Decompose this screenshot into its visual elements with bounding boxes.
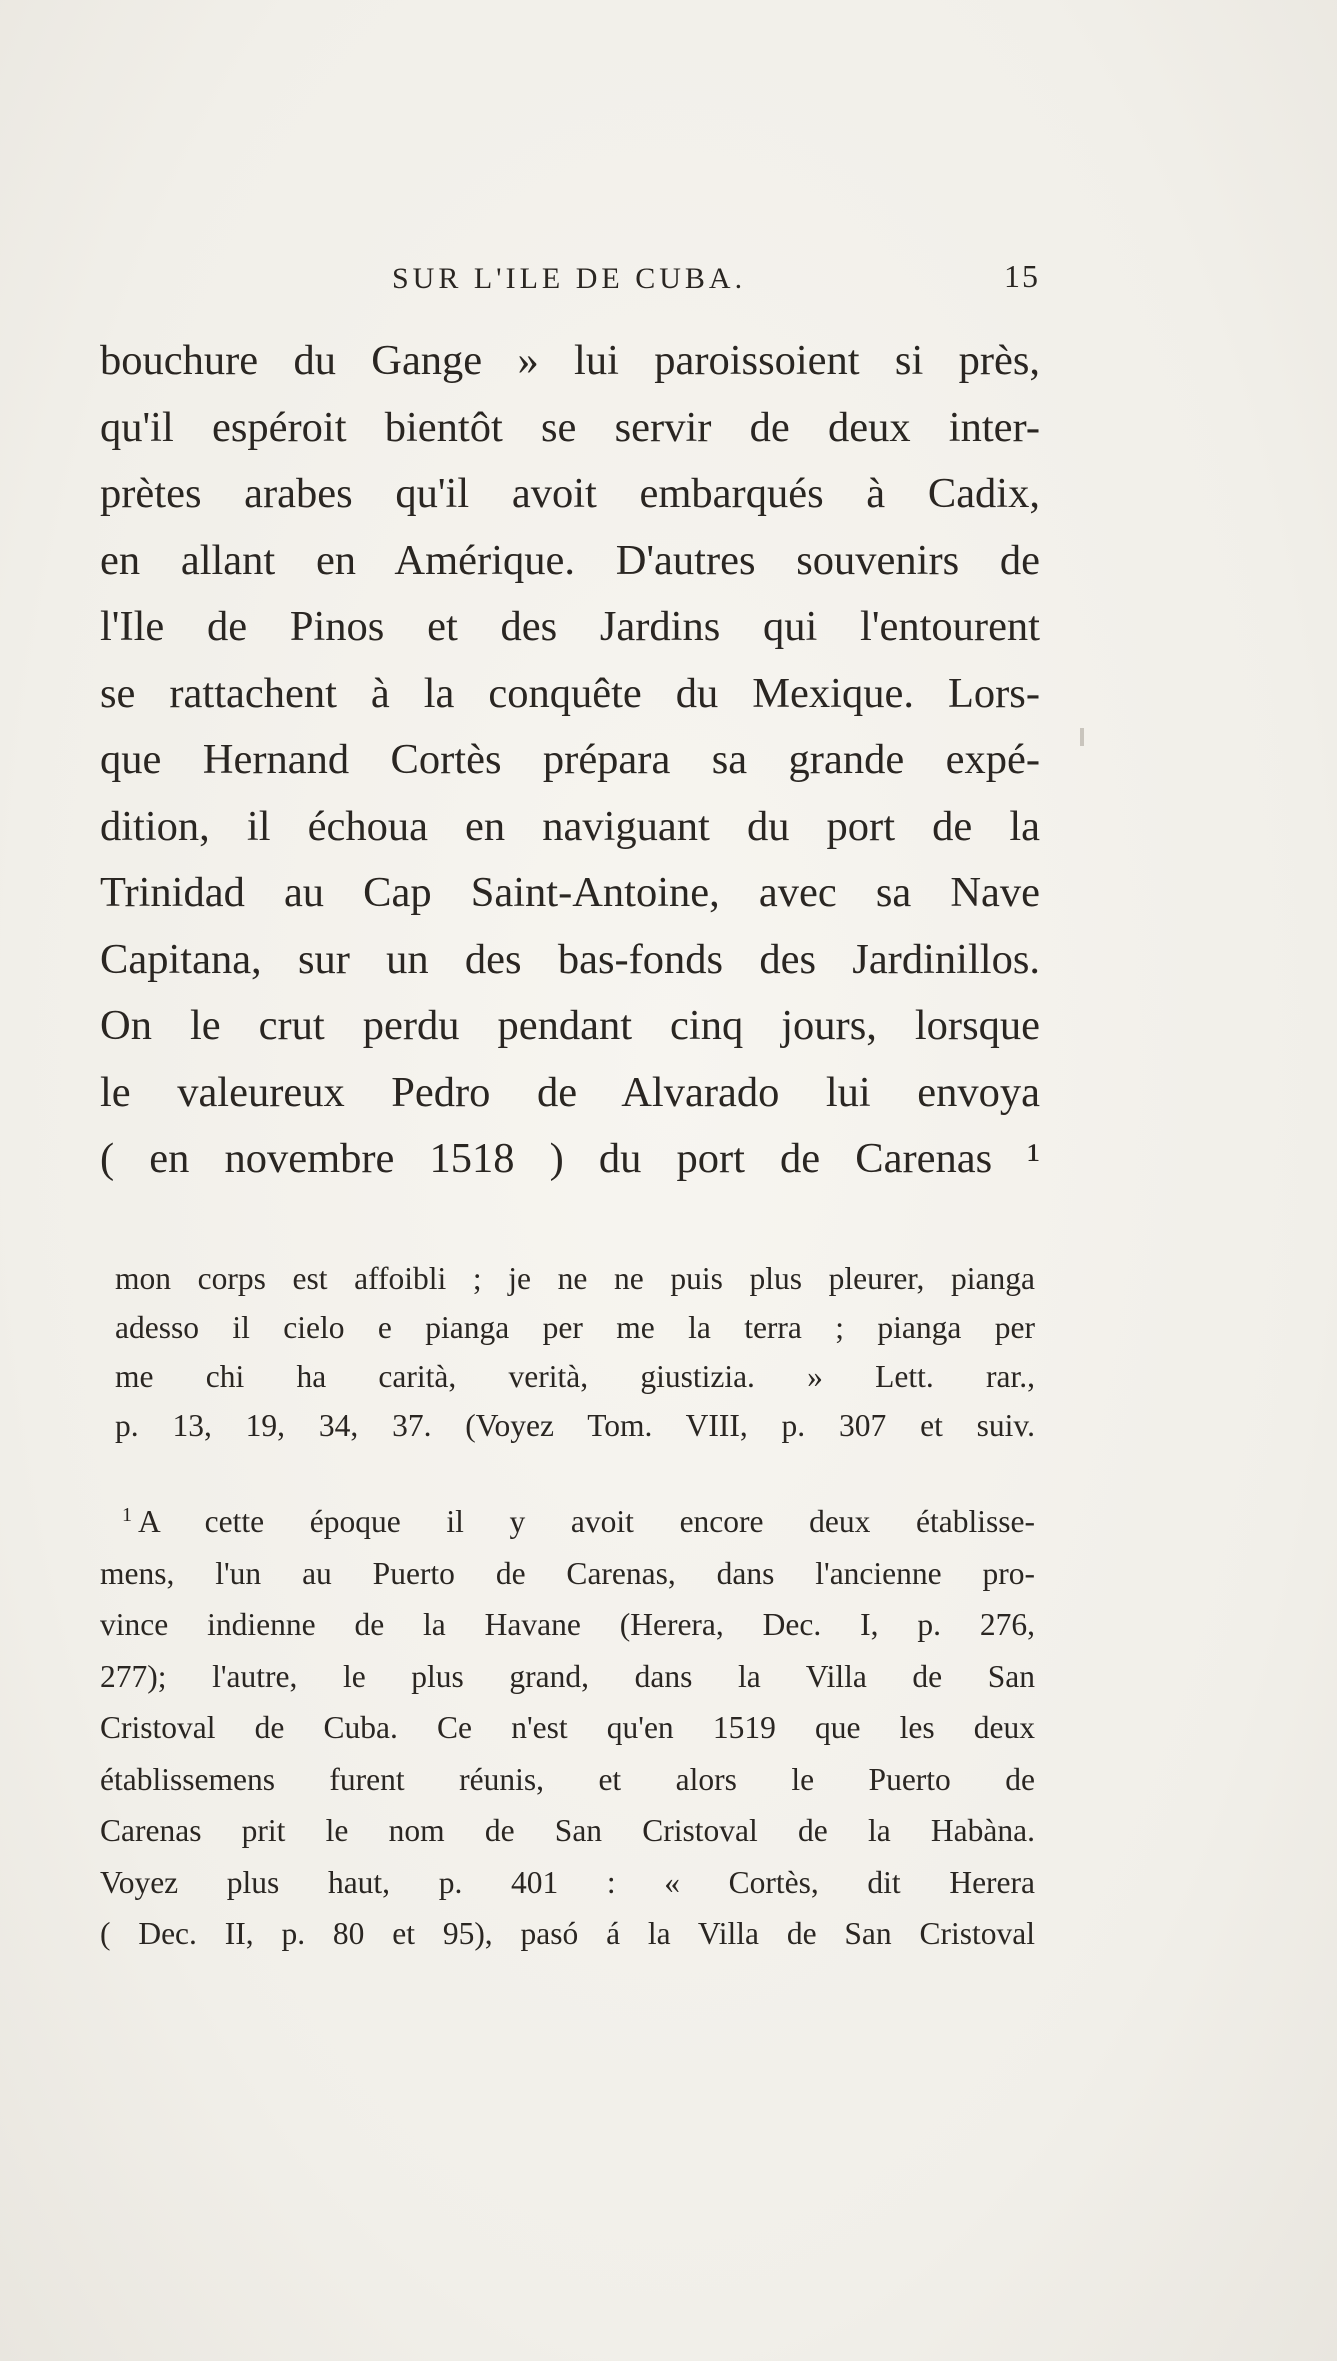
footnote-marker: 1	[122, 1504, 132, 1526]
footnote-line-text: A cette époque il y avoit encore deux établisse-	[138, 1504, 1035, 1539]
footnote-line: Carenas prit le nom de San Cristoval de la Habàna.	[100, 1813, 1035, 1848]
text-line: que Hernand Cortès prépara sa grande expé-	[100, 736, 1040, 783]
text-line: dition, il échoua en naviguant du port de la	[100, 802, 1040, 850]
text-line: Trinidad au Cap Saint-Antoine, avec sa Nave	[100, 869, 1040, 916]
footnote-line: me chi ha carità, verità, giustizia. » Lett. rar.,	[115, 1359, 1035, 1394]
text-line: prètes arabes qu'il avoit embarqués à Cadix,	[100, 470, 1040, 517]
footnote-line: mon corps est affoibli ; je ne ne puis plus pleurer, pianga	[115, 1261, 1035, 1296]
footnote-line: Cristoval de Cuba. Ce n'est qu'en 1519 que les deux	[100, 1710, 1035, 1745]
text-line: On le crut perdu pendant cinq jours, lorsque	[100, 1002, 1040, 1049]
running-title: SUR L'ILE DE CUBA.	[392, 262, 747, 295]
footnote-1	[100, 1490, 1035, 1960]
footnote-line: mens, l'un au Puerto de Carenas, dans l'ancienne pro-	[100, 1555, 1035, 1591]
body-text	[100, 328, 1040, 1193]
text-line: Capitana, sur un des bas-fonds des Jardinillos.	[100, 935, 1040, 983]
text-line: se rattachent à la conquête du Mexique. Lors-	[100, 669, 1040, 717]
text-line: en allant en Amérique. D'autres souvenirs de	[100, 536, 1040, 584]
text-line: qu'il espéroit bientôt se servir de deux inter-	[100, 403, 1040, 451]
page-number: 15	[1004, 258, 1040, 294]
page-header	[100, 258, 1040, 302]
text-line: bouchure du Gange » lui paroissoient si près,	[100, 337, 1040, 384]
footnote-line	[100, 1490, 1035, 1548]
footnote-continued	[115, 1254, 1035, 1450]
footnote-line: p. 13, 19, 34, 37. (Voyez Tom. VIII, p. 307 et suiv.	[115, 1408, 1035, 1443]
footnote-line: adesso il cielo e pianga per me la terra ; pianga per	[115, 1310, 1035, 1345]
footnote-line: établissemens furent réunis, et alors le Puerto de	[100, 1761, 1035, 1797]
footnote-line: 277); l'autre, le plus grand, dans la Villa de San	[100, 1658, 1035, 1694]
text-line: ( en novembre 1518 ) du port de Carenas ¹	[100, 1135, 1040, 1182]
footnote-line: ( Dec. II, p. 80 et 95), pasó á la Villa de San Cristoval	[100, 1916, 1035, 1951]
margin-mark	[1080, 728, 1084, 746]
footnote-line: vince indienne de la Havane (Herera, Dec. I, p. 276,	[100, 1607, 1035, 1642]
footnote-line: Voyez plus haut, p. 401 : « Cortès, dit Herera	[100, 1864, 1035, 1900]
text-line: le valeureux Pedro de Alvarado lui envoya	[100, 1068, 1040, 1116]
text-line: l'Ile de Pinos et des Jardins qui l'entourent	[100, 603, 1040, 650]
